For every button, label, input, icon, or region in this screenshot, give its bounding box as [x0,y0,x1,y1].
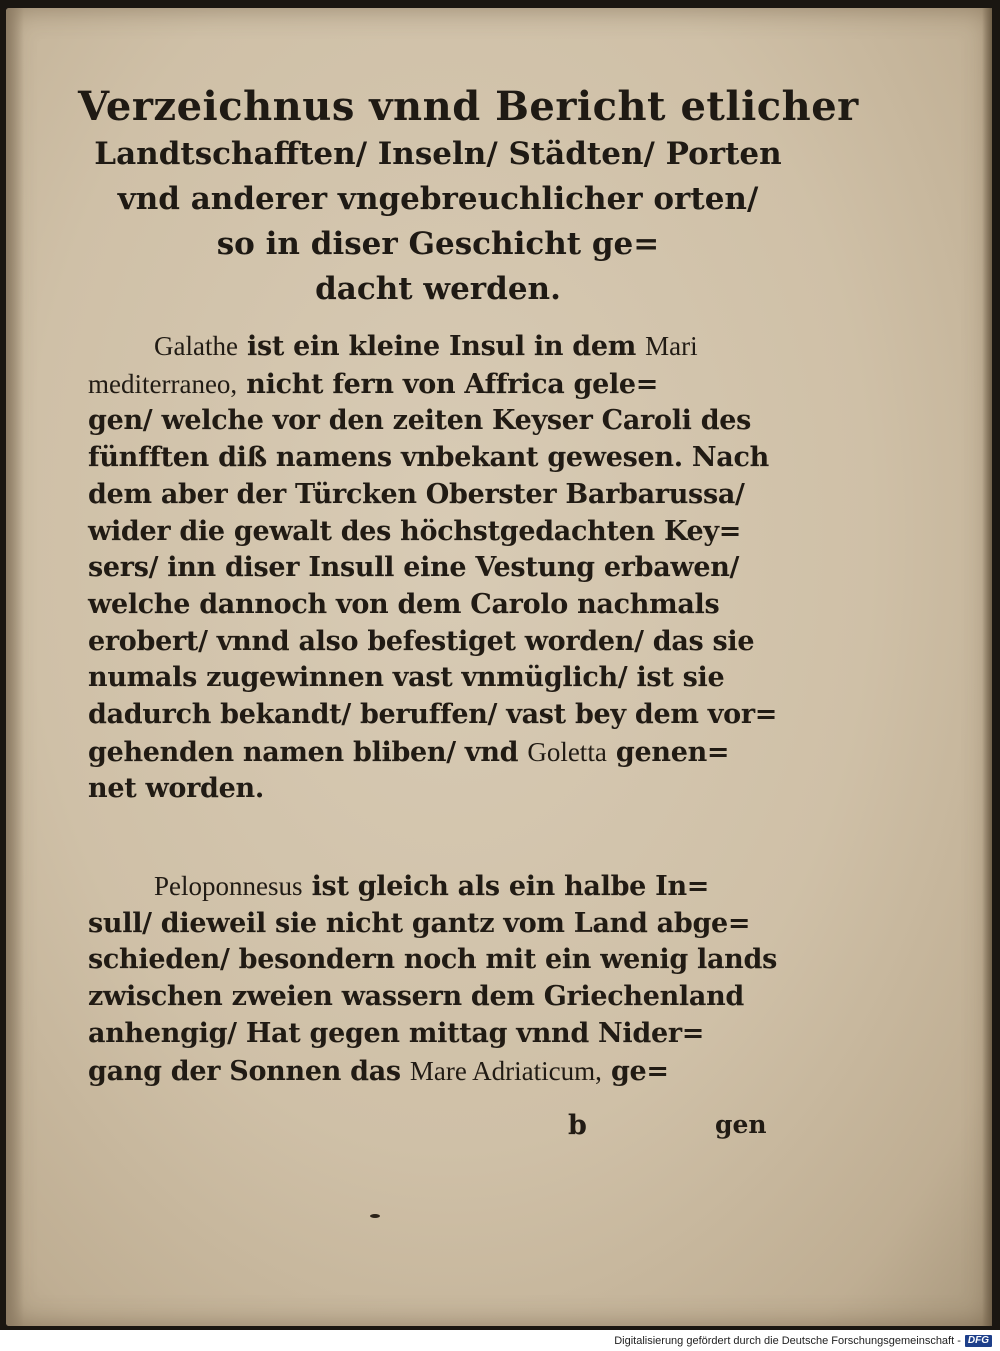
text-run: ist ein kleine Insul in dem [237,331,646,362]
heading-line: vnd anderer vngebreuchlicher orten/ [117,181,759,217]
text-run: gehenden namen bliben/ vnd [88,736,528,768]
page-gutter-shadow [6,8,24,1326]
text-run: nicht fern von Affrica gele= [237,368,659,400]
latin-term: Mare Adriaticum, [409,1055,602,1086]
page-heading [78,82,859,312]
text-line: fünfften diß namens vnbekant gewesen. Nach [88,442,769,474]
text-line: wider die gewalt des höchstgedachten Key= [88,515,742,547]
latin-term: Galathe [154,331,238,361]
text-line: gen/ welche vor den zeiten Keyser Caroli des [88,405,752,437]
text-run: ist gleich als ein halbe In= [302,871,710,902]
heading-line: Landtschafften/ Inseln/ Städten/ Porten [94,136,782,172]
text-line: welche dannoch von dem Carolo nachmals [88,588,720,620]
text-run: ge= [601,1055,669,1087]
latin-term: Goletta [527,736,607,767]
ink-speck [370,1214,380,1218]
paragraph-galathe [88,328,778,808]
heading-line: so in diser Geschicht ge= [216,226,660,262]
text-line: numals zugewinnen vast vnmüglich/ ist sie [88,662,725,694]
paragraph-peloponnesus [88,868,778,1090]
heading-line: dacht werden. [315,271,561,307]
text-line: net worden. [88,773,264,805]
text-line: anhengig/ Hat gegen mittag vnnd Nider= [88,1017,705,1049]
latin-term: Peloponnesus [154,871,303,901]
latin-term: mediterraneo, [88,368,238,399]
text-line: sull/ dieweil sie nicht gantz vom Land abge= [88,907,751,939]
text-line: schieden/ besondern noch mit ein wenig lands [88,944,777,976]
text-line [88,366,778,404]
text-line: dadurch bekandt/ beruffen/ vast bey dem vor= [88,699,778,731]
heading-line: Verzeichnus vnnd Bericht etlicher [78,83,859,130]
footer-text: Digitalisierung gefördert durch die Deutsche Forschungsgemeinschaft - [614,1335,961,1347]
text-line [88,734,778,772]
text-line: zwischen zweien wassern dem Griechenland [88,981,744,1013]
catchword: gen [715,1110,767,1139]
text-line: sers/ inn diser Insull eine Vestung erbawen/ [88,552,740,584]
text-run: gang der Sonnen das [88,1055,410,1087]
text-line: erobert/ vnnd also befestiget worden/ das sie [88,625,755,657]
latin-term: Mari [645,331,698,361]
page-edge-shadow [982,8,992,1326]
text-line [88,328,778,366]
text-run: genen= [606,736,730,768]
signature-mark: b [568,1110,587,1141]
text-line [88,1053,778,1091]
dfg-logo-icon: DFG [965,1335,992,1347]
text-line: dem aber der Türcken Oberster Barbarussa/ [88,478,745,510]
text-line [88,868,778,906]
funding-footer [614,1335,992,1347]
